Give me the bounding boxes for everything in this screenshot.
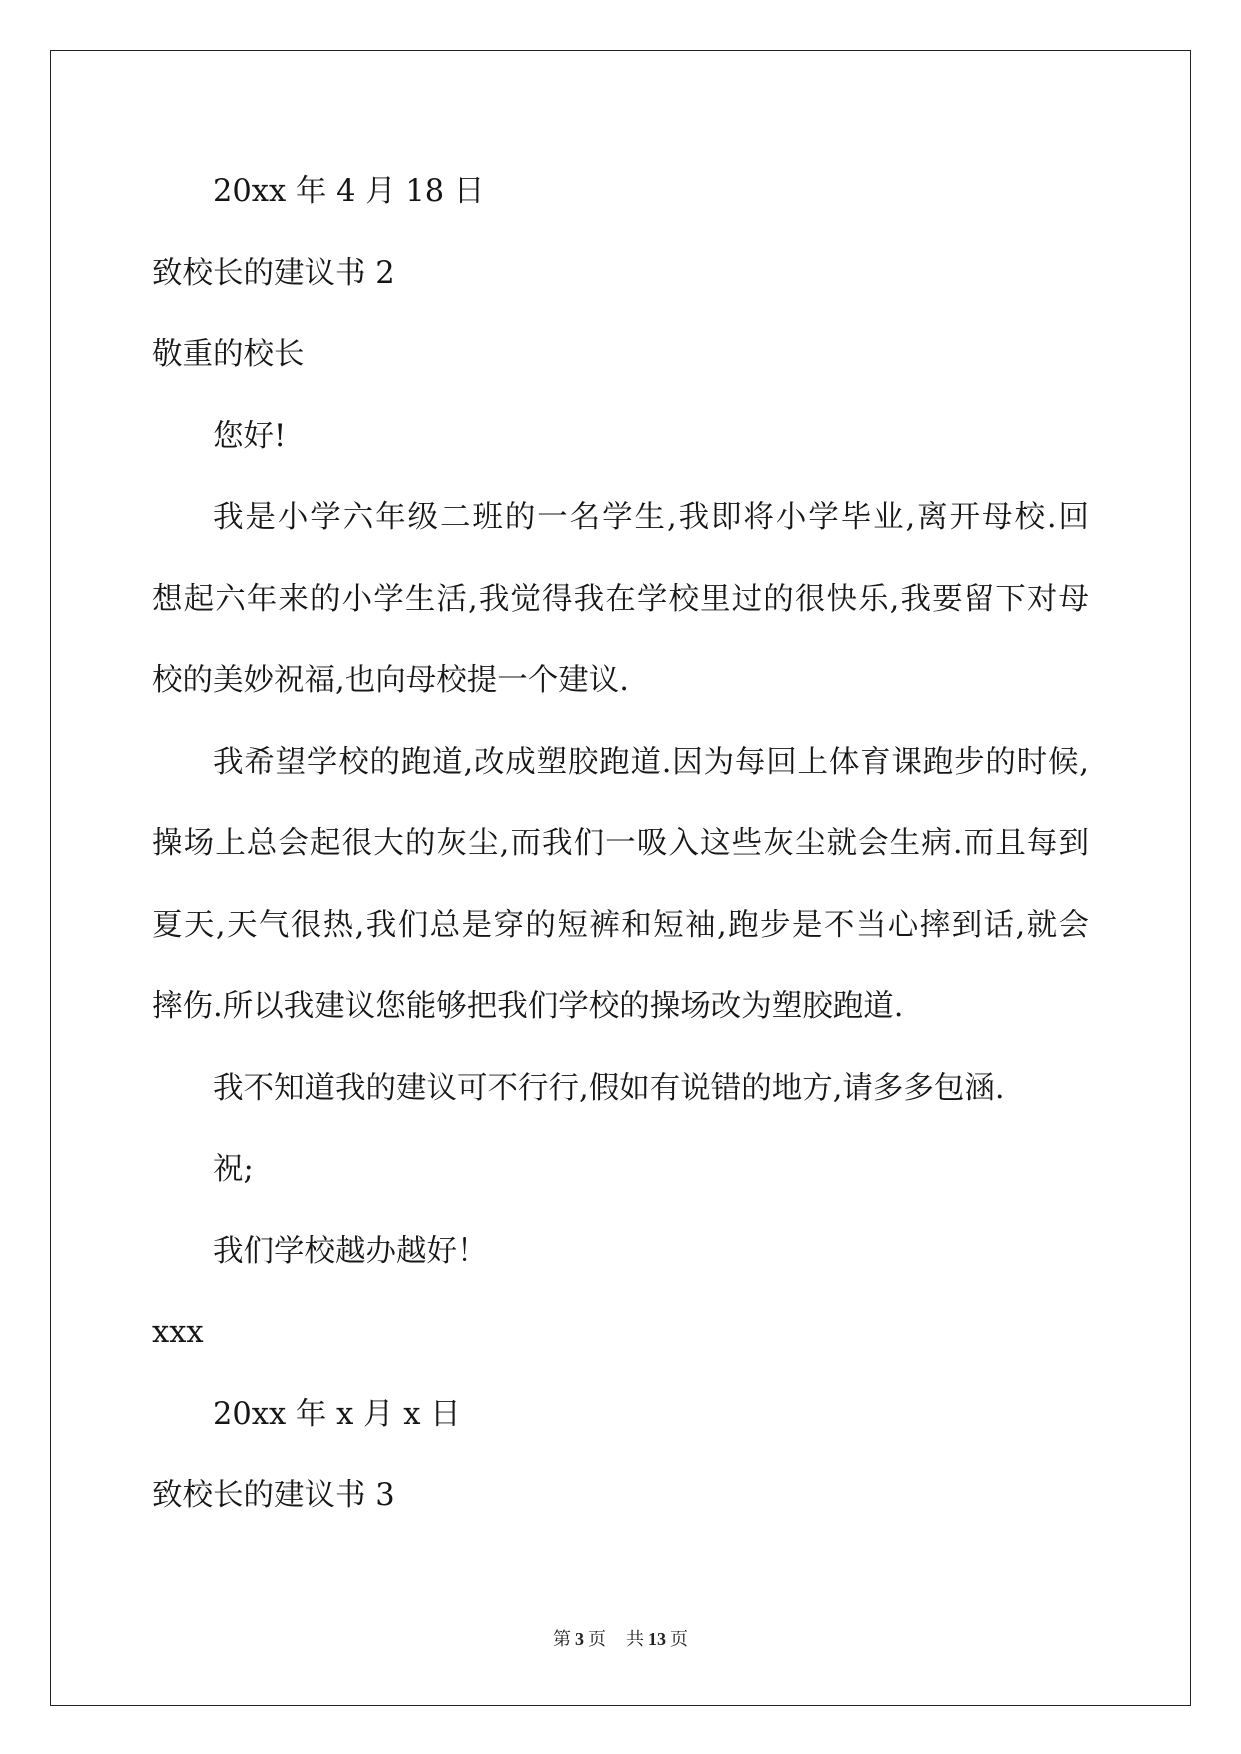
paragraph-line: 校的美妙祝福,也向母校提一个建议.	[152, 663, 629, 698]
paragraph-line: 我希望学校的跑道,改成塑胶跑道.因为每回上体育课跑步的时候,	[213, 744, 1089, 780]
paragraph-line: 夏天,天气很热,我们总是穿的短裤和短袖,跑步是不当心摔到话,就会	[152, 907, 1089, 943]
letter-2-wish-prefix: 祝;	[213, 1152, 254, 1187]
page-footer	[0, 1626, 1241, 1652]
footer-page-number: 3	[575, 1629, 584, 1649]
letter-2-salutation: 敬重的校长	[152, 337, 305, 372]
paragraph-2	[152, 722, 1089, 1048]
paragraph-line: 摔伤.所以我建议您能够把我们学校的操场改为塑胶跑道.	[152, 989, 904, 1024]
document-body	[152, 151, 1089, 1537]
paragraph-line: 我不知道我的建议可不行行,假如有说错的地方,请多多包涵.	[213, 1070, 1005, 1106]
footer-total-prefix: 共	[626, 1629, 644, 1649]
paragraph-3	[152, 1048, 1089, 1130]
footer-total-suffix: 页	[670, 1629, 688, 1649]
footer-page-prefix: 第	[553, 1629, 571, 1649]
paragraph-line: 操场上总会起很大的灰尘,而我们一吸入这些灰尘就会生病.而且每到	[152, 826, 1089, 861]
footer-page-suffix: 页	[588, 1629, 606, 1649]
paragraph-line: 我是小学六年级二班的一名学生,我即将小学毕业,离开母校.回	[213, 500, 1089, 535]
letter-2-date: 20xx 年 x 月 x 日	[213, 1396, 461, 1432]
footer-total-pages: 13	[648, 1629, 666, 1649]
letter-2-title: 致校长的建议书 2	[152, 255, 395, 291]
letter-2-greeting: 您好!	[213, 418, 287, 454]
letter-3-title: 致校长的建议书 3	[152, 1478, 395, 1513]
paragraph-1	[152, 477, 1089, 722]
letter-2-wish: 我们学校越办越好！	[213, 1233, 488, 1269]
letter-1-closing-date: 20xx 年 4 月 18 日	[213, 174, 485, 209]
letter-2-signature: xxx	[152, 1315, 204, 1350]
paragraph-line: 想起六年来的小学生活,我觉得我在学校里过的很快乐,我要留下对母	[152, 581, 1089, 617]
